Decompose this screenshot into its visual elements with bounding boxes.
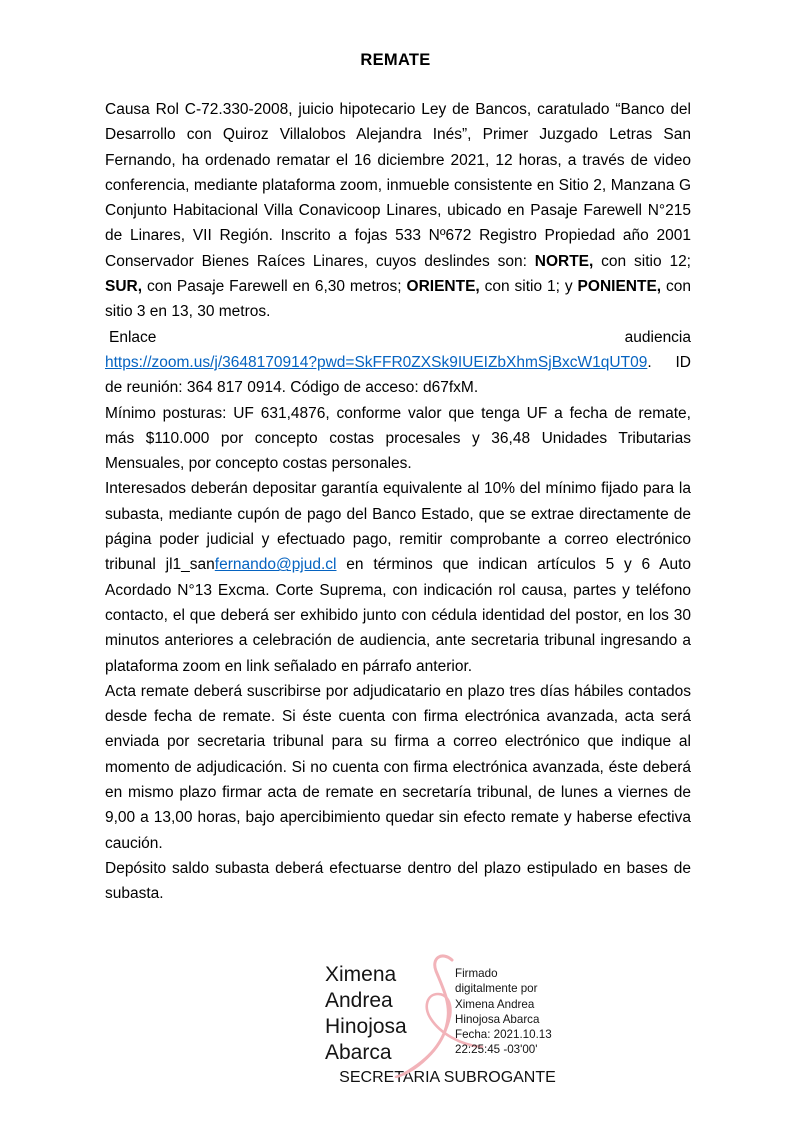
zoom-link-paragraph xyxy=(105,350,691,401)
signature-name-line: Ximena xyxy=(325,963,397,986)
text-run: con sitio 12; xyxy=(593,252,691,270)
text-run: Interesados deberán depositar garantía equivalente al 10% del mínimo fijado para la subasta, mediante cupón de pago del Banco Estado, que se extrae directamente de página poder judicial y efectuado pago, remitir comprobante a correo electrónico tribunal jl1_san xyxy=(105,480,691,574)
signature-details-line: Firmado xyxy=(455,967,498,980)
deposit-guarantee-paragraph xyxy=(105,476,691,678)
balance-deposit-paragraph xyxy=(105,856,691,907)
boundary-sur-label: SUR, xyxy=(105,278,143,296)
text-run: Mínimo posturas: UF 631,4876, conforme valor que tenga UF a fecha de remate, más $110.000 por concepto costas procesales y 36,48 Unidades Tributarias Mensuales, por concepto costas personales. xyxy=(105,404,691,473)
signature-name-line: Hinojosa xyxy=(325,1015,407,1038)
signature-details-line: 22:25:45 -03'00' xyxy=(455,1043,538,1057)
signature-name-line: Andrea xyxy=(325,989,393,1012)
boundary-norte-label: NORTE, xyxy=(534,252,594,270)
text-run: con Pasaje Farewell en 6,30 metros; xyxy=(142,278,407,296)
signature-details xyxy=(455,966,605,1058)
tribunal-email-link[interactable]: fernando@pjud.cl xyxy=(214,556,337,574)
signature-name-line: Abarca xyxy=(325,1041,392,1064)
text-run: con sitio 1; y xyxy=(479,278,578,296)
text-run: en términos que indican artículos 5 y 6 Auto Acordado N°13 Excma. Corte Suprema, con indicación rol causa, partes y teléfono contacto, el que deberá ser exhibido junto con cédula identidad del postor, en los 30 minutos anteriores a celebración de audiencia, ante secretaria tribunal ingresando a plataforma zoom en link señalado en párrafo anterior. xyxy=(105,556,691,675)
signature-details-line: Fecha: 2021.10.13 xyxy=(455,1028,552,1042)
text-run: Acta remate deberá suscribirse por adjudicatario en plazo tres días hábiles contados desde fecha de remate. Si éste cuenta con firma electrónica avanzada, acta será enviada por secretaria tribunal para su firma a correo electrónico que indique al momento de adjudicación. Si no cuenta con firma electrónica avanzada, éste deberá en mismo plazo firmar acta de remate en secretaría tribunal, de lunes a viernes de 9,00 a 13,00 horas, bajo apercibimiento quedar sin efecto remate y haberse efectiva caución. xyxy=(105,682,691,852)
minimum-bid-paragraph xyxy=(105,401,691,477)
document-body xyxy=(105,97,691,907)
signature-role: SECRETARIA SUBROGANTE xyxy=(339,1069,556,1086)
meeting-id-text: . ID de reunión: 364 817 0914. Código de acceso: d67fxM. xyxy=(105,353,691,397)
auction-record-paragraph xyxy=(105,679,691,856)
boundary-oriente-label: ORIENTE, xyxy=(406,278,480,296)
signature-details-line: Hinojosa Abarca xyxy=(455,1012,540,1026)
boundary-poniente-label: PONIENTE, xyxy=(577,278,662,296)
text-run: Depósito saldo subasta deberá efectuarse dentro del plazo estipulado en bases de subasta. xyxy=(105,859,691,903)
enlace-audiencia-line xyxy=(105,325,691,350)
case-description-paragraph xyxy=(105,97,691,325)
signature-details-line: digitalmente por xyxy=(455,982,538,996)
zoom-meeting-link[interactable]: https://zoom.us/j/3648170914?pwd=SkFFR0ZXSk9IUEIZbXhmSjBxcW1qUT09 xyxy=(105,353,648,371)
spread-right-text: audiencia xyxy=(624,328,691,346)
text-run: Causa Rol C-72.330-2008, juicio hipotecario Ley de Bancos, caratulado “Banco del Desarrollo con Quiroz Villalobos Alejandra Inés”, Primer Juzgado Letras San Fernando, ha ordenado rematar el 16 diciembre 2021, 12 horas, a través de video conferencia, mediante plataforma zoom, inmueble consistente en Sitio 2, Manzana G Conjunto Habitacional Villa Conavicoop Linares, ubicado en Pasaje Farewell N°215 de Linares, VII Región. Inscrito a fojas 533 Nº672 Registro Propiedad año 2001 Conservador Bienes Raíces Linares, cuyos deslindes son: xyxy=(105,101,691,270)
signature-details-line: Ximena Andrea xyxy=(455,997,535,1011)
spread-left-text: Enlace xyxy=(109,328,157,346)
document-title: REMATE xyxy=(360,51,431,69)
text-run: con sitio 3 en 13, 30 metros. xyxy=(105,278,692,321)
